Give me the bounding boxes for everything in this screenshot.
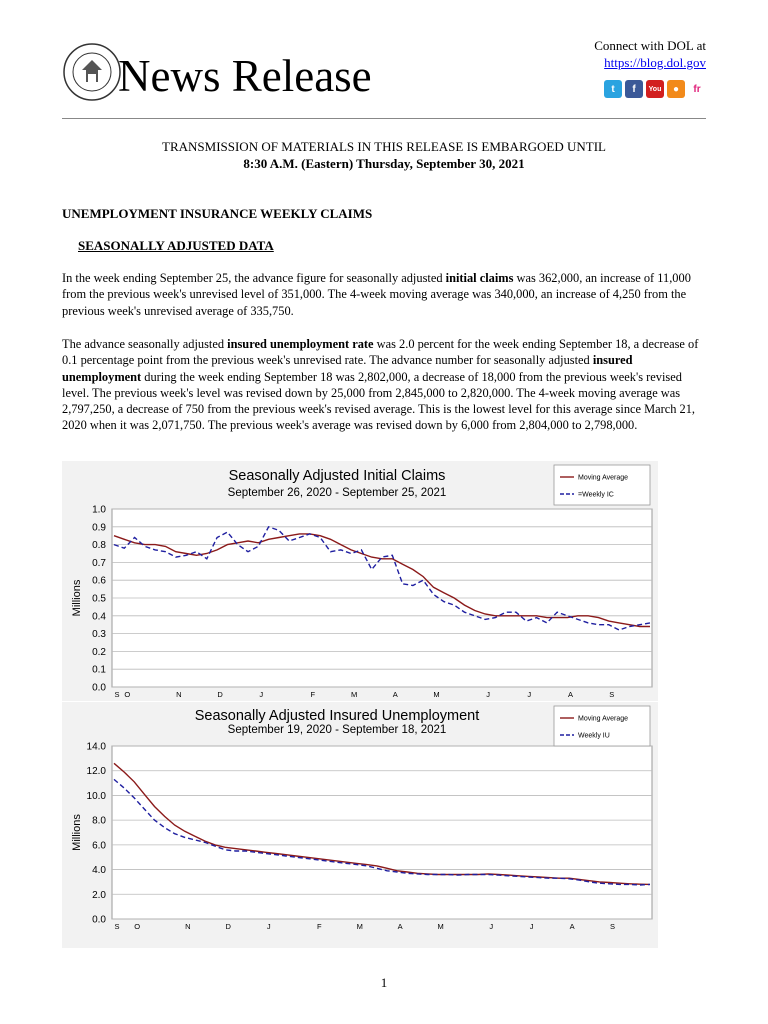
initial-claims-chart bbox=[62, 461, 658, 701]
y-tick-label: 0.0 bbox=[92, 914, 106, 926]
insured-unemployment-paragraph: The advance seasonally adjusted insured unemployment rate was 2.0 percent for the week ending September 18, a decrease of 0.1 percentage point from the previous week's unrevised rate. The advance number for seasonally adjusted insured unemployment during the week ending September 18 was 2,802,000, a decrease of 18,000 from the previous week's revised level. The previous week's level was revised down by 25,000 from 2,845,000 to 2,820,000. The 4-week moving average was 2,797,250, a decrease of 750 from the previous week's revised average. This is the lowest level for this average since March 21, 2020 when it was 2,071,750. The previous week's average was revised down by 6,000 from 2,804,000 to 2,798,000. bbox=[62, 337, 699, 433]
embargo-line-2: 8:30 A.M. (Eastern) Thursday, September 30, 2021 bbox=[243, 156, 525, 171]
blog-link[interactable]: https://blog.dol.gov bbox=[604, 55, 706, 70]
y-tick-label: 0.5 bbox=[92, 593, 106, 605]
connect-block bbox=[594, 37, 706, 71]
x-tick-label: O bbox=[134, 922, 141, 931]
facebook-icon[interactable]: f bbox=[625, 80, 643, 98]
legend-label: Weekly IU bbox=[578, 732, 610, 740]
y-tick-label: 0.1 bbox=[92, 664, 106, 676]
x-tick-label: M bbox=[356, 922, 363, 931]
y-tick-label: 0.3 bbox=[92, 629, 106, 641]
x-tick-label: S bbox=[114, 690, 120, 699]
section-heading: UNEMPLOYMENT INSURANCE WEEKLY CLAIMS bbox=[62, 206, 373, 221]
y-tick-label: 0.9 bbox=[92, 522, 106, 534]
chart-title: Seasonally Adjusted Initial Claims bbox=[228, 468, 446, 484]
legend-label: Moving Average bbox=[578, 715, 629, 723]
y-tick-label: 4.0 bbox=[92, 865, 106, 877]
youtube-icon[interactable]: You bbox=[646, 80, 664, 98]
y-tick-label: 10.0 bbox=[86, 790, 106, 802]
y-axis-label: Millions bbox=[71, 814, 83, 851]
y-tick-label: 0.2 bbox=[92, 646, 106, 658]
header-divider bbox=[62, 118, 706, 119]
page-title: News Release bbox=[118, 51, 372, 101]
insured-unemployment-svg bbox=[62, 702, 658, 948]
y-tick-label: 0.7 bbox=[92, 557, 106, 569]
x-tick-label: A bbox=[569, 922, 575, 931]
y-axis-label: Millions bbox=[71, 579, 83, 617]
connect-label: Connect with DOL at bbox=[594, 38, 706, 53]
dol-seal-logo bbox=[62, 42, 122, 102]
social-icons bbox=[604, 80, 706, 98]
legend-label: =Weekly IC bbox=[578, 491, 614, 499]
initial-claims-paragraph: In the week ending September 25, the advance figure for seasonally adjusted initial claims was 362,000, an increase of 11,000 from the previous week's unrevised level of 351,000. The 4-week moving average was 340,000, an increase of 4,250 from the previous week's unrevised average of 335,750. bbox=[62, 271, 691, 318]
legend-box bbox=[554, 465, 650, 505]
x-tick-label: M bbox=[350, 690, 358, 699]
chart-title: Seasonally Adjusted Insured Unemployment bbox=[194, 708, 480, 724]
y-tick-label: 12.0 bbox=[86, 766, 106, 778]
y-tick-label: 0.8 bbox=[92, 540, 106, 552]
x-tick-label: J bbox=[486, 690, 490, 699]
x-tick-label: F bbox=[310, 690, 316, 699]
y-tick-label: 8.0 bbox=[92, 815, 106, 827]
chart-subtitle: September 19, 2020 - September 18, 2021 bbox=[227, 724, 447, 736]
x-tick-label: S bbox=[610, 922, 616, 931]
embargo-notice bbox=[62, 138, 706, 172]
initial-claims-svg bbox=[62, 461, 658, 701]
x-tick-label: J bbox=[489, 922, 494, 931]
y-tick-label: 14.0 bbox=[86, 741, 106, 753]
y-tick-label: 1.0 bbox=[92, 504, 106, 516]
chart-subtitle: September 26, 2020 - September 25, 2021 bbox=[227, 487, 447, 499]
x-tick-label: A bbox=[392, 690, 398, 699]
y-tick-label: 0.6 bbox=[92, 575, 106, 587]
x-tick-label: D bbox=[225, 922, 231, 931]
x-tick-label: S bbox=[114, 922, 120, 931]
x-tick-label: M bbox=[433, 690, 440, 699]
x-tick-label: D bbox=[217, 690, 223, 699]
blog-icon[interactable]: ● bbox=[667, 80, 685, 98]
x-tick-label: S bbox=[609, 690, 615, 699]
x-tick-label: J bbox=[529, 922, 534, 931]
plot-area bbox=[112, 746, 652, 919]
y-tick-label: 2.0 bbox=[92, 889, 106, 901]
x-tick-label: J bbox=[527, 690, 532, 699]
x-tick-label: F bbox=[316, 922, 322, 931]
subsection-heading: SEASONALLY ADJUSTED DATA bbox=[78, 238, 274, 253]
embargo-line-1: TRANSMISSION OF MATERIALS IN THIS RELEASE IS EMBARGOED UNTIL bbox=[162, 139, 606, 154]
x-tick-label: N bbox=[185, 922, 191, 931]
x-tick-label: A bbox=[397, 922, 403, 931]
page-number: 1 bbox=[380, 975, 388, 990]
y-tick-label: 0.4 bbox=[92, 611, 106, 623]
x-tick-label: N bbox=[176, 690, 182, 699]
twitter-icon[interactable]: t bbox=[604, 80, 622, 98]
flickr-icon[interactable]: fr bbox=[688, 80, 706, 98]
x-tick-label: J bbox=[259, 690, 264, 699]
y-tick-label: 0.0 bbox=[92, 682, 106, 694]
x-tick-label: O bbox=[124, 690, 131, 699]
y-tick-label: 6.0 bbox=[92, 840, 106, 852]
x-tick-label: M bbox=[437, 922, 444, 931]
legend-box bbox=[554, 706, 650, 746]
insured-unemployment-chart bbox=[62, 702, 658, 948]
legend-label: Moving Average bbox=[578, 474, 629, 482]
x-tick-label: A bbox=[568, 690, 574, 699]
x-tick-label: J bbox=[266, 922, 271, 931]
